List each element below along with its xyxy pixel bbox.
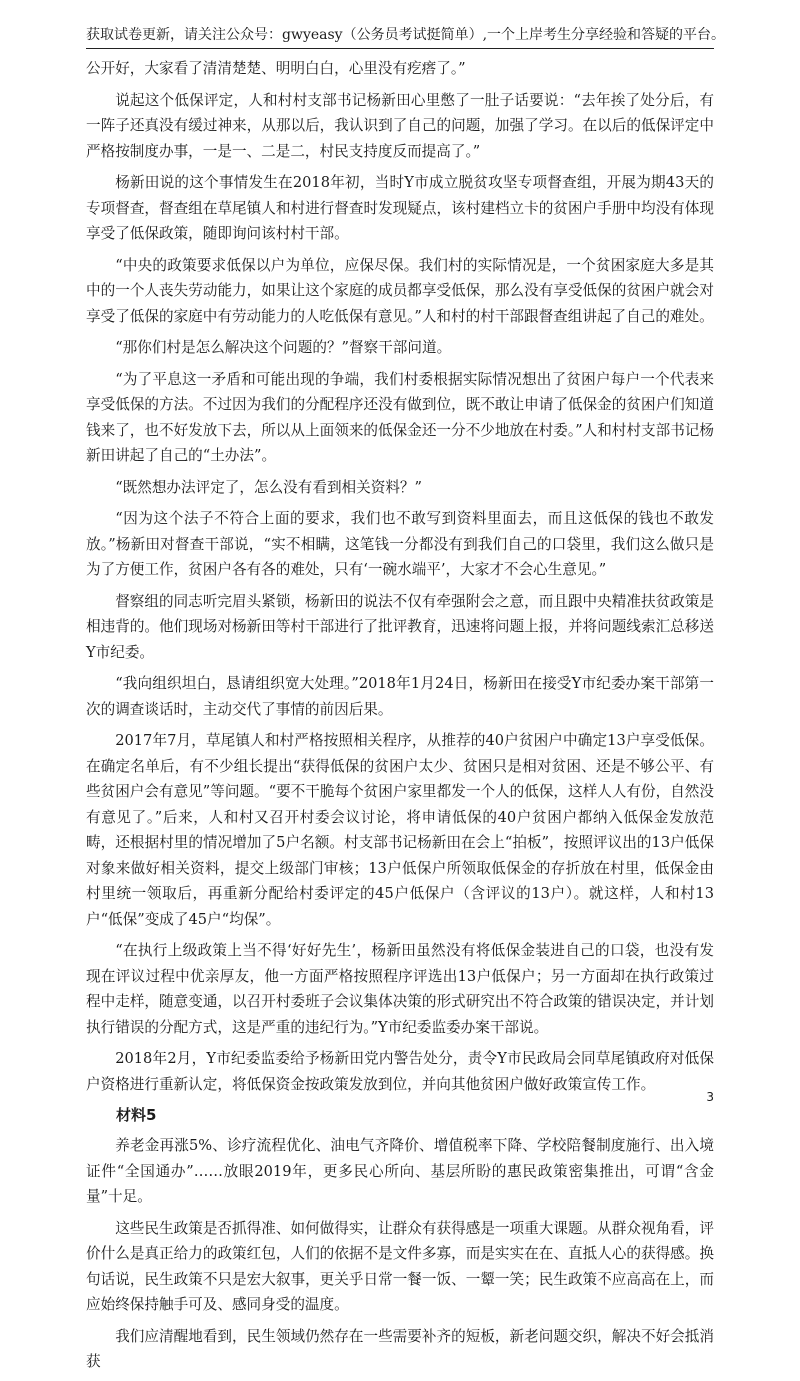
paragraph: “中央的政策要求低保以户为单位，应保尽保。我们村的实际情况是，一个贫困家庭大多是其中的一个人丧失劳动能力，如果让这个家庭的成员都享受低保，那么没有享受低保的贫困户就会对享受了低保的家庭中有劳动能力的人吃低保有意见。”人和村的村干部跟督查组讲起了自己的难处。 xyxy=(86,256,714,325)
paragraph: 督察组的同志听完眉头紧锁，杨新田的说法不仅有牵强附会之意，而且跟中央精准扶贫政策是相违背的。他们现场对杨新田等村干部进行了批评教育，迅速将问题上报，并将问题线索汇总移送Y市纪委。 xyxy=(86,592,714,661)
paragraph: 2018年2月，Y市纪委监委给予杨新田党内警告处分，责令Y市民政局会同草尾镇政府对低保户资格进行重新认定，将低保资金按政策发放到位，并向其他贫困户做好政策宣传工作。 xyxy=(86,1050,714,1093)
header-divider xyxy=(86,48,714,49)
paragraph: 我们应清醒地看到，民生领域仍然存在一些需要补齐的短板，新老问题交织，解决不好会抵消获 xyxy=(86,1327,714,1370)
document-body xyxy=(86,56,714,1381)
paragraph: 2017年7月，草尾镇人和村严格按照相关程序，从推荐的40户贫困户中确定13户享受低保。在确定名单后，有不少组长提出“获得低保的贫困户太少、贫困只是相对贫困、还是不够公平、有些贫困户会有意见”等问题。“要不干脆每个贫困户家里都发一个人的低保，这样人人有份，自然没有意见了。”后来，人和村又召开村委会议讨论，将申请低保的40户贫困户都纳入低保金发放范畴，还根据村里的情况增加了5户名额。村支部书记杨新田在会上“拍板”，按照评议出的13户低保对象来做好相关资料，提交上级部门审核；13户低保户所领取低保金的存折放在村里，低保金由村里统一领取后，再重新分配给村委评定的45户低保户（含评议的13户）。就这样，人和村13户“低保”变成了45户“均保”。 xyxy=(86,732,715,928)
section-title: 材料5 xyxy=(116,1106,157,1124)
paragraph: 养老金再涨5%、诊疗流程优化、油电气齐降价、增值税率下降、学校陪餐制度施行、出入境证件“全国通办”……放眼2019年，更多民心所向、基层所盼的惠民政策密集推出，可谓“含金量”十足。 xyxy=(86,1137,714,1205)
paragraph: 公开好，大家看了清清楚楚、明明白白，心里没有疙瘩了。” xyxy=(86,60,466,77)
paragraph: “为了平息这一矛盾和可能出现的争端，我们村委根据实际情况想出了贫困户每户一个代表来享受低保的方法。不过因为我们的分配程序还没有做到位，既不敢让申请了低保金的贫困户们知道钱来了，也不好发放下去，所以从上面领来的低保金还一分不少地放在村委。”人和村村支部书记杨新田讲起了自己的“土办法”。 xyxy=(86,370,714,464)
paragraph: 说起这个低保评定，人和村村支部书记杨新田心里憋了一肚子话要说：“去年挨了处分后，有一阵子还真没有缓过神来，从那以后，我认识到了自己的问题，加强了学习。在以后的低保评定中严格按制度办事，一是一、二是二，村民支持度反而提高了。” xyxy=(86,91,714,160)
page-header: 获取试卷更新，请关注公众号：gwyeasy（公务员考试挺简单）,一个上岸考生分享经验和答疑的平台。 xyxy=(86,27,726,43)
paragraph: 这些民生政策是否抓得准、如何做得实，让群众有获得感是一项重大课题。从群众视角看，评价什么是真正给力的政策红包，人们的依据不是文件多寡，而是实实在在、直抵人心的获得感。换句话说，民生政策不只是宏大叙事，更关乎日常一餐一饭、一颦一笑；民生政策不应高高在上，而应始终保持触手可及、感同身受的温度。 xyxy=(86,1219,714,1313)
page-number: 3 xyxy=(706,1090,714,1104)
paragraph: “那你们村是怎么解决这个问题的？”督察干部问道。 xyxy=(115,339,452,356)
paragraph: “既然想办法评定了，怎么没有看到相关资料？” xyxy=(115,478,422,496)
paragraph: 杨新田说的这个事情发生在2018年初，当时Y市成立脱贫攻坚专项督查组，开展为期43天的专项督查，督查组在草尾镇人和村进行督查时发现疑点，该村建档立卡的贫困户手册中均没有体现享受了低保政策，随即询问该村村干部。 xyxy=(86,174,714,242)
paragraph: “我向组织坦白，恳请组织宽大处理。”2018年1月24日，杨新田在接受Y市纪委办案干部第一次的调查谈话时，主动交代了事情的前因后果。 xyxy=(86,675,714,718)
paragraph: “因为这个法子不符合上面的要求，我们也不敢写到资料里面去，而且这低保的钱也不敢发放。”杨新田对督查干部说，“实不相瞒，这笔钱一分都没有到我们自己的口袋里，我们这么做只是为了方便工作，贫困户各有各的难处，只有‘一碗水端平’，大家才不会心生意见。” xyxy=(86,510,714,578)
paragraph: “在执行上级政策上当不得‘好好先生’，杨新田虽然没有将低保金装进自己的口袋，也没有发现在评议过程中优亲厚友，他一方面严格按照程序评选出13户低保户；另一方面却在执行政策过程中走样，随意变通，以召开村委班子会议集体决策的形式研究出不符合政策的错误决定，并计划执行错误的分配方式，这是严重的违纪行为。”Y市纪委监委办案干部说。 xyxy=(86,942,714,1036)
